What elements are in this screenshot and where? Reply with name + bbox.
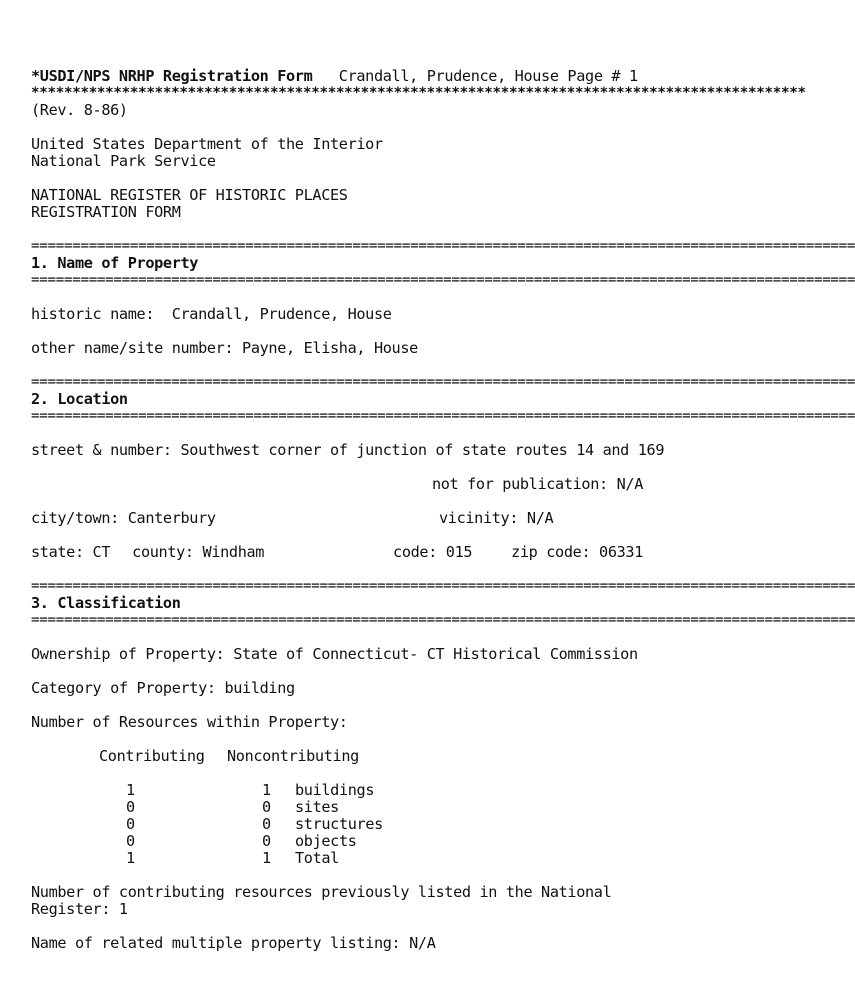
star-divider: ********************************************************************************************** [31,85,806,101]
noncontributing-count: 0 [262,798,271,816]
col-contributing: Contributing [99,747,205,765]
contributing-count: 0 [126,798,135,816]
historic-name: historic name: Crandall, Prudence, House [31,305,392,323]
table-row [31,833,643,850]
section-3-title: 3. Classification [31,594,181,612]
register-line-1: NATIONAL REGISTER OF HISTORIC PLACES [31,186,348,204]
table-row [31,782,643,799]
form-title: *USDI/NPS NRHP Registration Form [31,67,313,85]
resource-type: structures [295,815,383,833]
table-row [31,816,643,833]
section-rule: ==================================================================================================== [31,238,855,254]
table-row-total [31,850,643,867]
state: state: CT [31,543,111,561]
resources-header [31,748,643,765]
section-2-title: 2. Location [31,390,128,408]
table-row [31,799,643,816]
ownership: Ownership of Property: State of Connecticut- CT Historical Commission [31,645,638,663]
noncontributing-count: 0 [262,815,271,833]
contributing-count: 0 [126,815,135,833]
street-number: street & number: Southwest corner of junction of state routes 14 and 169 [31,441,665,459]
previously-listed-line-2: Register: 1 [31,900,128,918]
header-spacer [312,67,338,85]
state-row [31,544,643,561]
section-rule: ==================================================================================================== [31,612,855,628]
resource-type: Total [295,849,339,867]
category: Category of Property: building [31,679,295,697]
section-1-title: 1. Name of Property [31,254,199,272]
county: county: Windham [132,543,265,561]
form-header [31,68,643,85]
section-rule: ==================================================================================================== [31,578,855,594]
noncontributing-count: 0 [262,832,271,850]
multiple-property-listing: Name of related multiple property listing: N/A [31,934,436,952]
agency-line-2: National Park Service [31,152,216,170]
register-line-2: REGISTRATION FORM [31,203,181,221]
section-rule: ==================================================================================================== [31,408,855,424]
zip-code: zip code: 06331 [511,543,643,561]
resources-label: Number of Resources within Property: [31,713,348,731]
previously-listed-line-1: Number of contributing resources previously listed in the National [31,883,612,901]
section-rule: ==================================================================================================== [31,374,855,390]
contributing-count: 0 [126,832,135,850]
city-row [31,510,643,527]
section-rule: ==================================================================================================== [31,272,855,288]
contributing-count: 1 [126,781,135,799]
agency-line-1: United States Department of the Interior [31,135,383,153]
resource-type: objects [295,832,357,850]
resource-type: buildings [295,781,375,799]
city-town: city/town: Canterbury [31,509,216,527]
other-name: other name/site number: Payne, Elisha, House [31,339,418,357]
col-noncontributing: Noncontributing [227,747,359,765]
property-page-ref: Crandall, Prudence, House Page # 1 [338,67,638,85]
noncontributing-count: 1 [262,849,271,867]
revision-label: (Rev. 8-86) [31,101,128,119]
contributing-count: 1 [126,849,135,867]
vicinity: vicinity: N/A [439,509,554,527]
not-for-publication: not for publication: N/A [431,475,643,493]
county-code: code: 015 [393,543,473,561]
publication-row [31,476,643,493]
resource-type: sites [295,798,339,816]
noncontributing-count: 1 [262,781,271,799]
nrhp-registration-form [31,67,855,952]
